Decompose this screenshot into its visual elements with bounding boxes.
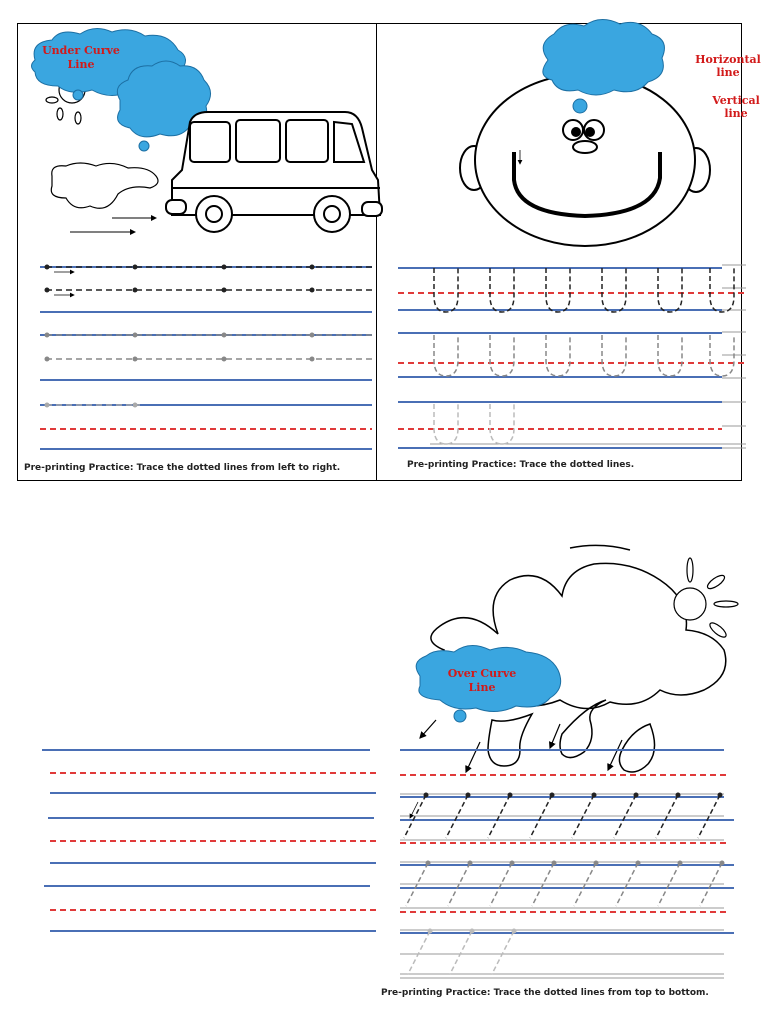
caption-left-worksheet: Pre-printing Practice: Trace the dotted lines from left to right. <box>24 463 341 473</box>
bottom-right-gray-rules <box>400 794 724 978</box>
caption-right-worksheet: Pre-printing Practice: Trace the dotted lines. <box>407 460 635 470</box>
left-guide-lines <box>40 267 372 449</box>
eyebrow-mark <box>570 545 630 550</box>
smoke-icon <box>51 163 158 208</box>
right-trace-u-shapes <box>434 268 734 444</box>
smiley-face-icon <box>460 74 710 246</box>
label-vertical-line: Vertical line <box>712 94 760 120</box>
caption-bottom-right-worksheet: Pre-printing Practice: Trace the dotted lines from top to bottom. <box>381 988 709 998</box>
cloud-label-under-curve: Under Curve Line <box>42 44 120 71</box>
bottom-left-guide-lines <box>42 750 376 931</box>
label-horizontal-line: Horizontal line <box>695 53 761 79</box>
raindrop-icons <box>488 700 655 772</box>
cloud-label-over-curve: Over Curve Line <box>447 667 517 694</box>
van-icon <box>166 112 382 232</box>
right-guide-lines <box>398 268 746 448</box>
bottom-right-guide-lines <box>400 750 734 933</box>
